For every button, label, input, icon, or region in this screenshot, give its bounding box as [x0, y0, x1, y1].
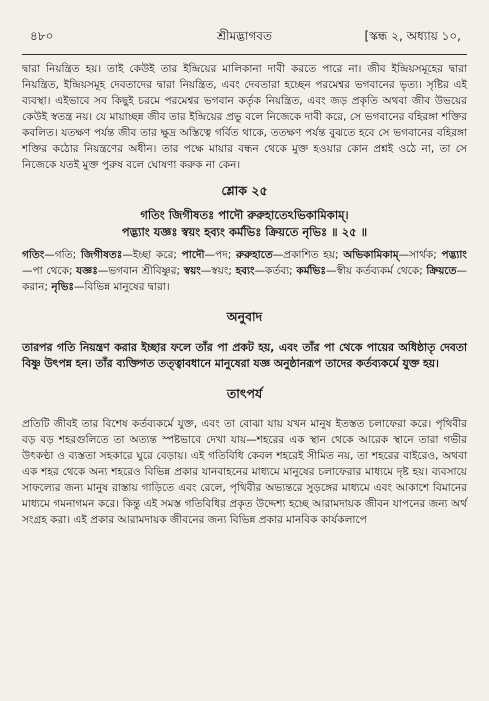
synonym-meaning: করান	[22, 281, 45, 293]
synonym-term: নৃভিঃ	[51, 281, 75, 293]
synonym-meaning: সার্থক	[409, 249, 434, 261]
verse-line-2: পদ্ভ্যাং যজ্ঞঃ স্বয়ং হব্যং কর্মভিঃ ক্রিয়তে নৃভিঃ ॥ ২৫ ॥	[121, 225, 368, 239]
synonym-term: কর্মভিঃ	[296, 265, 326, 277]
synonyms: গতিং—গতি; জিগীষতঃ—ইচ্ছা করে; পাদৌ—পদ; রুরুহাতে—প্রকাশিত হয়; অভিকামিকাম্‌—সার্থক; পদ্ভ্যাং—পা থেকে; যজ্ঞঃ—ভগবান শ্রীবিষ্ণুর; স্বয়ং—স্বয়ং; হব্যং—কর্তব্য; কর্মভিঃ—স্বীয় কর্তব্যকর্ম থেকে; ক্রিয়তে—করান; নৃভিঃ—বিভিন্ন মানুষের দ্বারা।	[22, 249, 467, 293]
synonym-term: স্বয়ং	[183, 265, 201, 277]
purport-heading: তাৎপর্য	[226, 385, 263, 401]
synonym-term: ক্রিয়তে	[426, 265, 457, 277]
page-header	[22, 28, 467, 48]
synonym-meaning: স্বীয় কর্তব্যকর্ম থেকে	[336, 265, 420, 277]
synonym-term: হব্যং	[235, 265, 255, 277]
synonym-term: পাদৌ	[181, 249, 205, 261]
synonym-meaning: ইচ্ছা করে	[132, 249, 174, 261]
translation-text: তারপর গতি নিয়ন্ত্রণ করার ইচ্ছার ফলে তাঁর পা প্রকট হয়, এবং তাঁর পা থেকে পায়ের অধিষ্ঠাতৃ দেবতা বিষ্ণু উৎপন্ন হন। তাঁর ব্যক্তিগত তত্ত্বাবধানে মানুষেরা যজ্ঞ অনুষ্ঠানরূপ তাদের কর্তব্যকর্মে যুক্ত হয়।	[22, 340, 467, 370]
synonym-meaning: বিভিন্ন মানুষের দ্বারা	[84, 281, 166, 293]
synonym-term: পদ্ভ্যাং	[441, 249, 467, 261]
synonym-meaning: প্রকাশিত হয়	[283, 249, 335, 261]
synonym-term: রুরুহাতে	[235, 249, 273, 261]
header-divider	[22, 54, 467, 55]
purport-text: প্রতিটি জীবই তার বিশেষ কর্তব্যকর্মে যুক্ত, এবং তা বোঝা যায় যখন মানুষ ইতস্তত চলাফেরা করে। পৃথিবীর বড় বড় শহরগুলিতে তা অত্যন্ত স্পষ্টভাবে দেখা যায়—শহরের এক স্থান থেকে আরেক স্থানে তারা গভীর উৎকণ্ঠা ও ব্যস্ততা সহকারে ঘুরে বেড়ায়। এই গতিবিধি কেবল শহরেই সীমিত নয়, তা শহরের বাইরেও, অথবা এক শহর থেকে অন্য শহরেও বিভিন্ন প্রকার যানবাহনের মাধ্যমে মানুষের চলাফেরার মাধ্যমে দৃষ্ট হয়। ব্যবসায়ে সাফল্যের জন্য মানুষ রাস্তায় গাড়িতে এবং রেলে, পৃথিবীর অভ্যন্তরে সুড়ঙ্গের মাধ্যমে এবং আকাশে বিমানের মাধ্যমে গমনাগমন করে। কিন্তু এই সমস্ত গতিবিধির প্রকৃত উদ্দেশ্য হচ্ছে আরামদায়ক জীবন যাপনের জন্য অর্থ সংগ্রহ করা। এই প্রকার আরামদায়ক জীবনের জন্য বিভিন্ন প্রকার মানবিক কার্যকলাপে	[22, 418, 467, 527]
verse-text	[22, 207, 467, 241]
translation-heading: অনুবাদ	[226, 309, 263, 324]
book-title: শ্রীমদ্ভাগবত	[216, 29, 272, 43]
synonym-term: জিগীষতঃ	[80, 249, 123, 261]
synonym-meaning: কর্তব্য	[265, 265, 290, 277]
intro-paragraph: দ্বারা নিয়ন্ত্রিত হয়। তাই কেউই তার ইন্দ্রিয়ের মালিকানা দাবী করতে পারে না। জীব ইন্দ্রিয়সমূহের দ্বারা নিয়ন্ত্রিত, ইন্দ্রিয়সমূহ দেবতাদের দ্বারা নিয়ন্ত্রিত, এবং দেবতারা হচ্ছেন পরমেশ্বর ভগবানের ভৃত্য। সৃষ্টির এই ব্যবস্থা। এইভাবে সব কিছুই চরমে পরমেশ্বর ভগবান কর্তৃক নিয়ন্ত্রিত, এবং জড় প্রকৃতি অথবা জীব উভয়ের কেউই স্বতন্ত্র নয়। যে মায়াচ্ছন্ন জীব তার ইন্দ্রিয়ের প্রভু বলে নিজেকে দাবী করে, সে ভগবানের বহিরঙ্গা শক্তির কবলিত। যতক্ষণ পর্যন্ত জীব তার ক্ষুদ্র অস্তিত্বে গর্বিত থাকে, ততক্ষণ পর্যন্ত বুঝতে হবে সে ভগবানের বহিরঙ্গা শক্তির কঠোর নিয়ন্ত্রণের অধীন। তার পক্ষে মায়ার বন্ধন থেকে মুক্ত হওয়ার কোন প্রশ্নই ওঠে না, তা সে নিজেকে যতই মুক্ত পুরুষ বলে ঘোষণা করুক না কেন।	[22, 63, 467, 171]
synonym-term: অভিকামিকাম্‌	[343, 249, 399, 261]
synonym-term: গতিং	[22, 249, 45, 261]
chapter-reference: [স্কন্ধ ২, অধ্যায় ১০,	[364, 29, 461, 43]
synonym-meaning: গতি	[54, 249, 73, 261]
synonym-meaning: স্বয়ং	[211, 265, 229, 277]
verse-line-1: গতিং জিগীষতঃ পাদৌ রুরুহাতেঽভিকামিকাম্‌।	[140, 208, 349, 222]
synonym-meaning: ভগবান শ্রীবিষ্ণুর	[108, 265, 177, 277]
synonym-meaning: পদ	[215, 249, 228, 261]
synonym-meaning: পা থেকে	[32, 265, 69, 277]
verse-heading: শ্লোক ২৫	[221, 183, 268, 198]
page-number: ৪৮০	[30, 29, 54, 43]
synonym-term: যজ্ঞঃ	[76, 265, 98, 277]
